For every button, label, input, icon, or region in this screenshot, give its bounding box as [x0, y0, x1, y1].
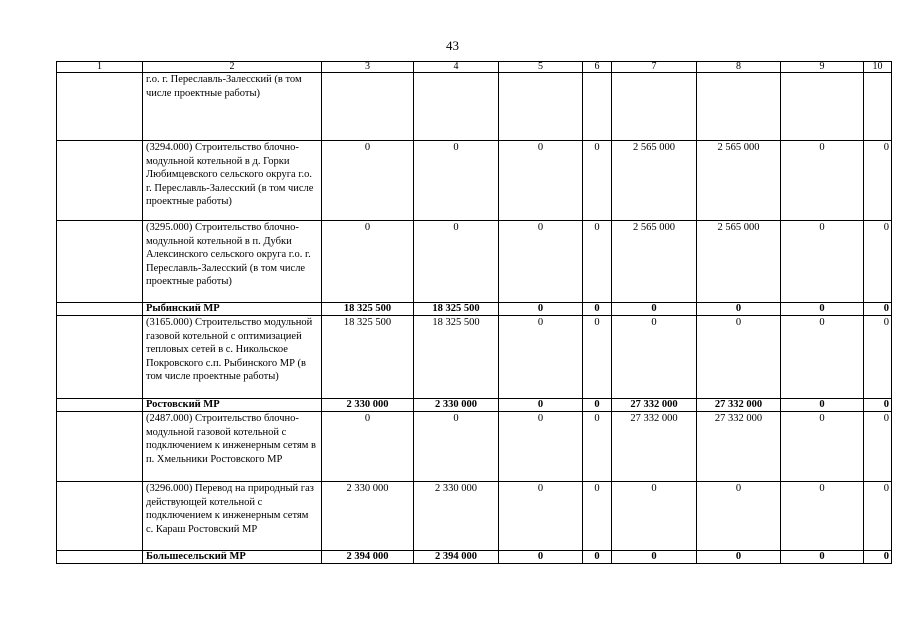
- column-header: 3: [322, 62, 414, 73]
- cell-amount: 0: [697, 482, 781, 551]
- cell-amount: 0: [499, 399, 583, 412]
- cell-description: (3295.000) Строительство блочно-модульной котельной в п. Дубки Алексинского сельского округа г.о. г. Переславль-Залесский (в том числе проектные работы): [143, 221, 322, 303]
- cell-amount: 0: [414, 412, 499, 482]
- cell-index: [57, 221, 143, 303]
- cell-amount: 2 565 000: [697, 221, 781, 303]
- column-header: 2: [143, 62, 322, 73]
- cell-amount: 0: [583, 551, 612, 564]
- cell-description: (3296.000) Перевод на природный газ действующей котельной с подключением к инженерным сетям с. Караш Ростовский МР: [143, 482, 322, 551]
- cell-index: [57, 141, 143, 221]
- cell-amount: 2 565 000: [612, 141, 697, 221]
- cell-amount: 0: [499, 141, 583, 221]
- cell-amount: 0: [322, 141, 414, 221]
- cell-amount: 0: [583, 303, 612, 316]
- cell-amount: 0: [499, 221, 583, 303]
- cell-amount: 27 332 000: [697, 399, 781, 412]
- column-header: 5: [499, 62, 583, 73]
- column-header: 7: [612, 62, 697, 73]
- column-header: 1: [57, 62, 143, 73]
- cell-index: [57, 73, 143, 141]
- cell-amount: 0: [781, 141, 864, 221]
- cell-amount: 0: [499, 482, 583, 551]
- cell-amount: 18 325 500: [322, 316, 414, 399]
- cell-description: (3294.000) Строительство блочно-модульной котельной в д. Горки Любимцевского сельского округа г.о. г. Переславль-Залесский (в том числе проектные работы): [143, 141, 322, 221]
- column-header: 4: [414, 62, 499, 73]
- table-row: [57, 412, 892, 482]
- cell-description: г.о. г. Переславль-Залесский (в том числе проектные работы): [143, 73, 322, 141]
- cell-amount: 0: [322, 412, 414, 482]
- cell-amount: 0: [414, 221, 499, 303]
- cell-amount: 0: [612, 303, 697, 316]
- cell-index: [57, 316, 143, 399]
- cell-amount: 0: [583, 316, 612, 399]
- table-row: [57, 221, 892, 303]
- cell-amount: [697, 73, 781, 141]
- cell-amount: 0: [583, 141, 612, 221]
- subtotal-row: [57, 399, 892, 412]
- column-number-row: [57, 62, 892, 73]
- cell-amount: 0: [583, 412, 612, 482]
- cell-amount: 0: [697, 303, 781, 316]
- cell-amount: 2 330 000: [322, 399, 414, 412]
- cell-description: Большесельский МР: [143, 551, 322, 564]
- cell-amount: 0: [583, 399, 612, 412]
- cell-amount: 0: [499, 316, 583, 399]
- cell-amount: [583, 73, 612, 141]
- subtotal-row: [57, 551, 892, 564]
- cell-amount: [864, 73, 892, 141]
- cell-amount: 0: [864, 221, 892, 303]
- cell-amount: 0: [864, 141, 892, 221]
- cell-amount: 0: [781, 551, 864, 564]
- cell-index: [57, 551, 143, 564]
- cell-amount: 0: [499, 412, 583, 482]
- cell-amount: 0: [414, 141, 499, 221]
- table-row: [57, 316, 892, 399]
- cell-amount: 2 394 000: [414, 551, 499, 564]
- cell-amount: 0: [583, 482, 612, 551]
- table-row: [57, 141, 892, 221]
- cell-amount: 27 332 000: [612, 399, 697, 412]
- column-header: 6: [583, 62, 612, 73]
- cell-amount: 0: [781, 221, 864, 303]
- cell-amount: 0: [864, 412, 892, 482]
- cell-index: [57, 482, 143, 551]
- cell-amount: 0: [781, 303, 864, 316]
- subtotal-row: [57, 303, 892, 316]
- cell-amount: [499, 73, 583, 141]
- cell-index: [57, 303, 143, 316]
- cell-amount: 2 565 000: [697, 141, 781, 221]
- cell-amount: 2 330 000: [414, 482, 499, 551]
- cell-amount: 0: [864, 399, 892, 412]
- cell-description: Рыбинский МР: [143, 303, 322, 316]
- cell-amount: 18 325 500: [414, 316, 499, 399]
- column-header: 10: [864, 62, 892, 73]
- cell-index: [57, 399, 143, 412]
- cell-amount: 0: [612, 482, 697, 551]
- cell-description: (3165.000) Строительство модульной газовой котельной с оптимизацией тепловых сетей в с. Никольское Покровского с.п. Рыбинского МР (в том числе проектные работы): [143, 316, 322, 399]
- cell-amount: [612, 73, 697, 141]
- cell-amount: 2 394 000: [322, 551, 414, 564]
- cell-amount: [781, 73, 864, 141]
- cell-amount: 27 332 000: [612, 412, 697, 482]
- cell-amount: 0: [781, 316, 864, 399]
- cell-amount: 0: [864, 551, 892, 564]
- budget-table: [56, 61, 892, 564]
- cell-amount: 18 325 500: [414, 303, 499, 316]
- cell-amount: 0: [499, 303, 583, 316]
- table-row: [57, 73, 892, 141]
- cell-amount: 2 330 000: [322, 482, 414, 551]
- cell-amount: 0: [781, 399, 864, 412]
- cell-amount: 0: [583, 221, 612, 303]
- cell-description: (2487.000) Строительство блочно-модульной газовой котельной с подключением к инженерным сетям в п. Хмельники Ростовского МР: [143, 412, 322, 482]
- column-header: 8: [697, 62, 781, 73]
- cell-description: Ростовский МР: [143, 399, 322, 412]
- page-number: 43: [446, 38, 459, 53]
- cell-amount: 18 325 500: [322, 303, 414, 316]
- cell-amount: [414, 73, 499, 141]
- cell-amount: 0: [499, 551, 583, 564]
- table-body: [57, 73, 892, 564]
- cell-amount: 0: [612, 316, 697, 399]
- cell-amount: 0: [697, 316, 781, 399]
- table-row: [57, 482, 892, 551]
- cell-amount: [322, 73, 414, 141]
- cell-amount: 0: [697, 551, 781, 564]
- cell-amount: 0: [781, 412, 864, 482]
- cell-amount: 0: [864, 303, 892, 316]
- cell-amount: 0: [864, 482, 892, 551]
- cell-amount: 2 565 000: [612, 221, 697, 303]
- cell-amount: 27 332 000: [697, 412, 781, 482]
- cell-amount: 0: [781, 482, 864, 551]
- cell-index: [57, 412, 143, 482]
- cell-amount: 2 330 000: [414, 399, 499, 412]
- cell-amount: 0: [322, 221, 414, 303]
- cell-amount: 0: [612, 551, 697, 564]
- cell-amount: 0: [864, 316, 892, 399]
- column-header: 9: [781, 62, 864, 73]
